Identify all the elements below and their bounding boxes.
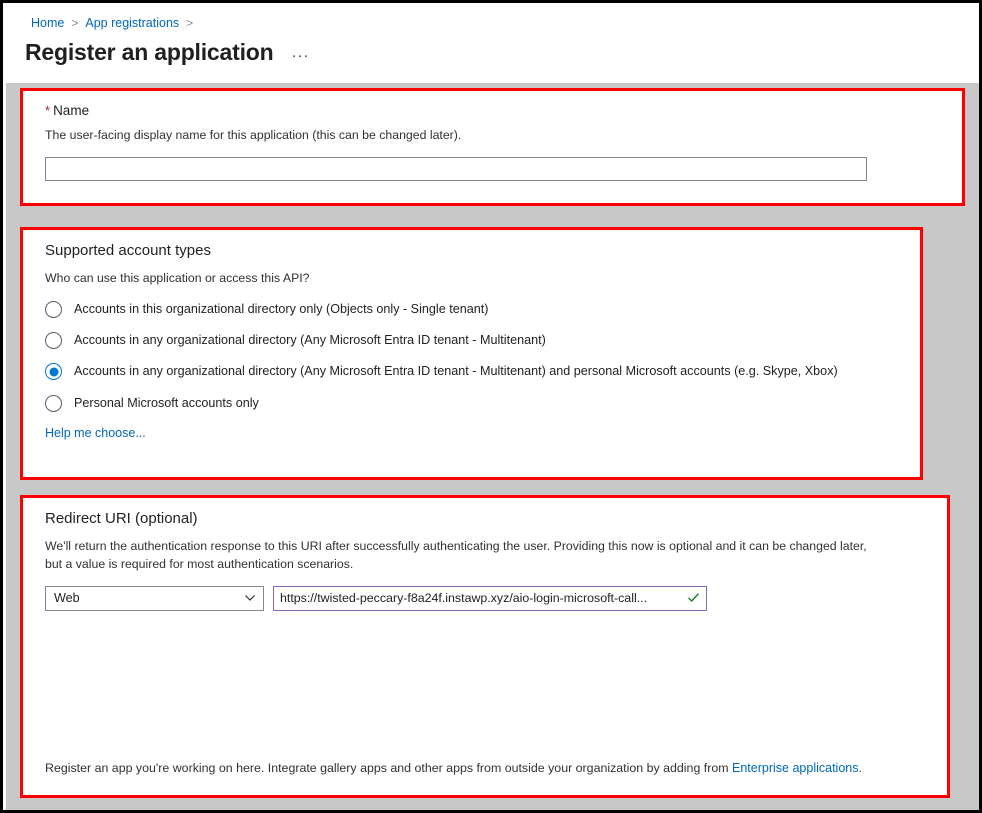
help-me-choose-row <box>45 425 898 440</box>
enterprise-applications-link[interactable]: Enterprise applications <box>732 760 859 775</box>
redirect-uri-section <box>20 495 950 798</box>
check-icon <box>687 591 700 606</box>
breadcrumb-item-home[interactable]: Home <box>31 16 65 30</box>
name-field-label <box>45 103 940 118</box>
required-marker-icon: * <box>45 103 51 118</box>
redirect-uri-value: https://twisted-peccary-f8a24f.instawp.xyz/aio-login-microsoft-call... <box>280 591 648 606</box>
page-title: Register an application <box>25 39 274 65</box>
redirect-uri-description: We'll return the authentication response to this URI after successfully authenticating the user. Providing this now is optional and it can be changed later, but a value is required for most authentication scenarios. <box>45 539 867 571</box>
radio-label: Accounts in any organizational directory (Any Microsoft Entra ID tenant - Multitenant) and personal Microsoft accounts (e.g. Skype, Xbox) <box>74 364 838 379</box>
breadcrumb-item-app-registrations[interactable]: App registrations <box>85 16 180 30</box>
footer-note <box>45 760 862 778</box>
title-row <box>3 33 979 66</box>
radio-multitenant[interactable] <box>45 331 898 349</box>
breadcrumb-separator-icon: > <box>71 16 79 30</box>
radio-single-tenant[interactable] <box>45 300 898 318</box>
radio-label: Accounts in this organizational directory only (Objects only - Single tenant) <box>74 301 489 316</box>
footer-note-text-after: . <box>858 760 862 775</box>
redirect-uri-input[interactable] <box>273 586 707 611</box>
radio-icon-selected <box>45 363 62 380</box>
radio-personal-only[interactable] <box>45 394 898 412</box>
name-section <box>20 88 965 206</box>
platform-select[interactable] <box>45 586 264 611</box>
radio-icon <box>45 301 62 318</box>
platform-select-wrap <box>45 586 264 611</box>
supported-account-types-section <box>20 227 923 480</box>
account-types-radio-group <box>45 300 898 412</box>
redirect-uri-row <box>45 586 925 611</box>
breadcrumb-separator-icon: > <box>186 16 194 30</box>
redirect-uri-heading: Redirect URI (optional) <box>45 510 198 527</box>
radio-icon <box>45 395 62 412</box>
supported-account-types-heading: Supported account types <box>45 242 211 259</box>
supported-account-types-description: Who can use this application or access this API? <box>45 271 310 285</box>
radio-multitenant-and-personal[interactable] <box>45 362 898 380</box>
more-options-icon[interactable]: ··· <box>291 47 310 64</box>
name-label-text: Name <box>53 103 90 118</box>
name-description: The user-facing display name for this application (this can be changed later). <box>45 128 462 142</box>
radio-label: Accounts in any organizational directory (Any Microsoft Entra ID tenant - Multitenant) <box>74 333 546 348</box>
breadcrumb <box>3 3 979 33</box>
radio-label: Personal Microsoft accounts only <box>74 395 259 410</box>
radio-icon <box>45 332 62 349</box>
name-input[interactable] <box>45 157 867 181</box>
footer-note-text-before: Register an app you're working on here. Integrate gallery apps and other apps from outside your organization by adding from <box>45 760 733 775</box>
help-me-choose-link[interactable]: Help me choose... <box>45 425 146 440</box>
platform-select-value: Web <box>54 591 80 606</box>
